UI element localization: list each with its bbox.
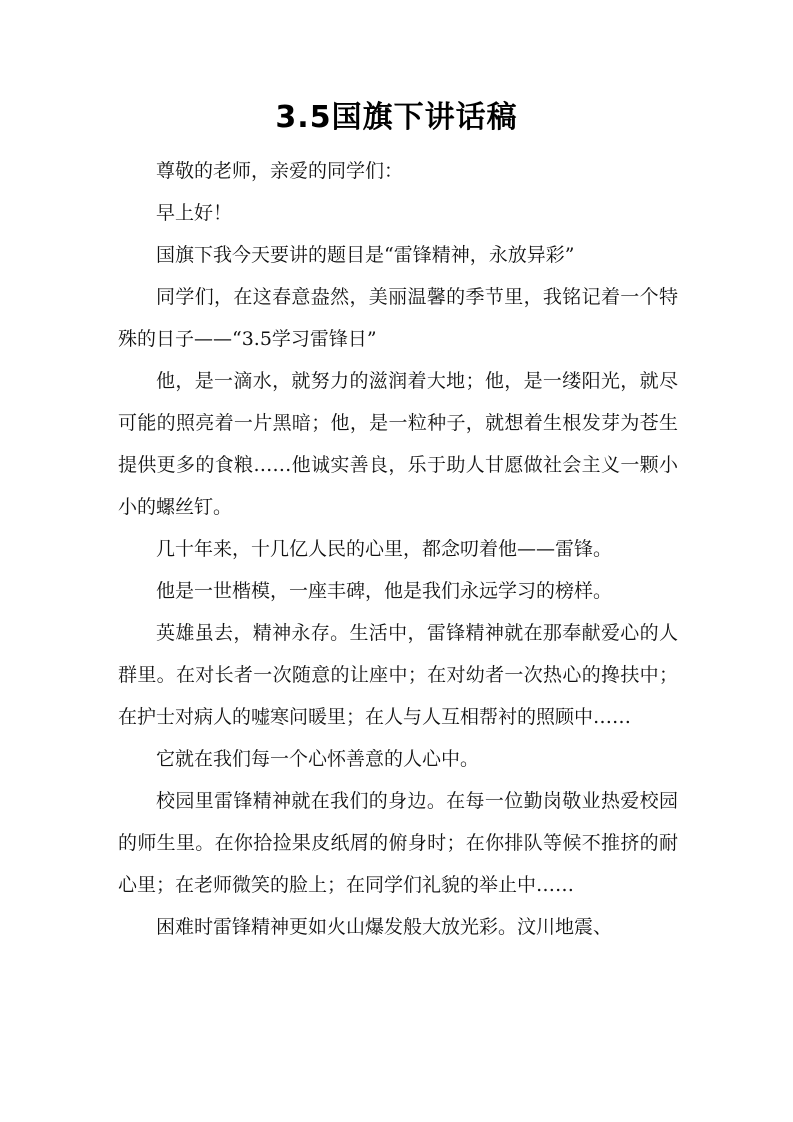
paragraph-decades: 几十年来，十几亿人民的心里，都念叨着他——雷锋。 (156, 538, 613, 560)
paragraph-difficulty: 困难时雷锋精神更如火山爆发般大放光彩。汶川地震、 (156, 916, 613, 938)
paragraph-metaphors: 他，是一滴水，就努力的滋润着大地；他，是一缕阳光，就尽可能的照亮着一片黑暗；他，是一粒种子，就想着生根发芽为苍生提供更多的食粮……他诚实善良，乐于助人甘愿做社会主义一颗小小的螺丝钉。 (118, 370, 678, 518)
document-body (118, 150, 678, 948)
paragraph-greeting: 尊敬的老师，亲爱的同学们： (156, 160, 404, 182)
paragraph-spirit-lives: 英雄虽去，精神永存。生活中，雷锋精神就在那奉献爱心的人群里。在对长者一次随意的让座中；在对幼者一次热心的搀扶中；在护士对病人的嘘寒问暖里；在人与人互相帮衬的照顾中…… (118, 622, 678, 728)
paragraph-campus: 校园里雷锋精神就在我们的身边。在每一位勤岗敬业热爱校园的师生里。在你拾捡果皮纸屑的俯身时；在你排队等候不推挤的耐心里；在老师微笑的脸上；在同学们礼貌的举止中…… (118, 790, 678, 896)
paragraph-role-model: 他是一世楷模，一座丰碑，他是我们永远学习的榜样。 (156, 580, 613, 602)
paragraph-topic: 国旗下我今天要讲的题目是“雷锋精神，永放异彩” (156, 244, 575, 266)
document-title: 3.5国旗下讲话稿 (275, 100, 518, 135)
paragraph-in-our-hearts: 它就在我们每一个心怀善意的人心中。 (156, 748, 480, 770)
paragraph-good-morning: 早上好！ (156, 202, 233, 224)
paragraph-special-day: 同学们，在这春意盎然，美丽温馨的季节里，我铭记着一个特殊的日子——“3.5学习雷锋日” (118, 286, 678, 350)
